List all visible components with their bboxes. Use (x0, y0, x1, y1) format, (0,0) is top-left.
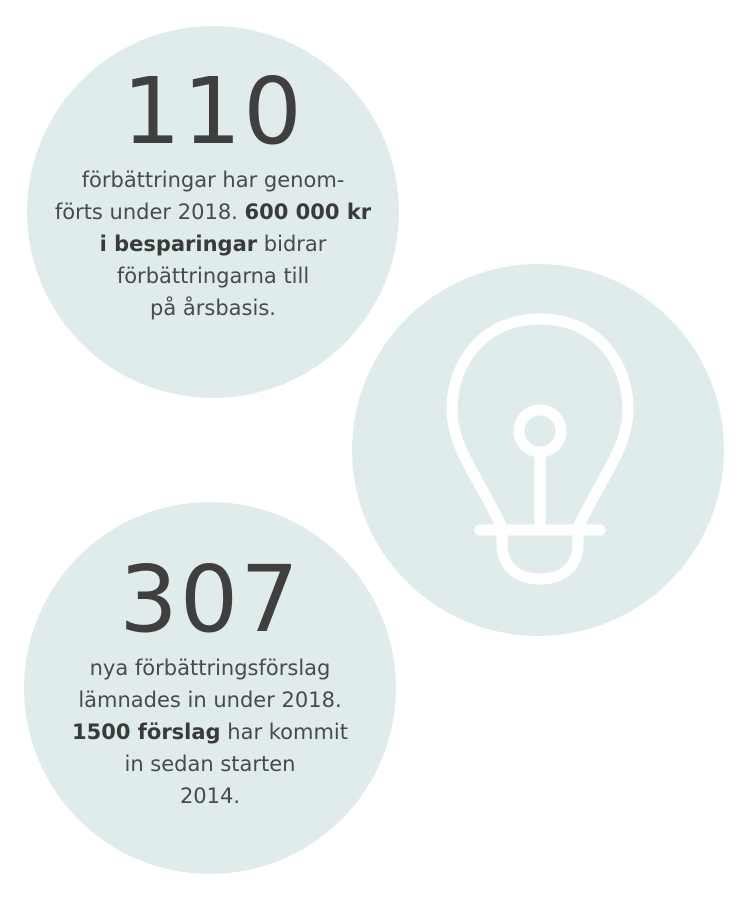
description-line (24, 652, 396, 684)
description-line (27, 292, 399, 324)
stat-number: 110 (122, 58, 304, 165)
body-text: på årsbasis. (150, 296, 276, 320)
body-text: 2014. (179, 784, 241, 808)
body-text: in sedan starten (124, 752, 296, 776)
description-line (24, 684, 396, 716)
stat-description (27, 164, 399, 324)
bulb-filament-ring (519, 410, 561, 452)
stat-block-improvements (27, 58, 399, 324)
body-text: lämnades in under 2018. (78, 688, 342, 712)
body-text: nya förbättringsförslag (89, 656, 331, 680)
lightbulb-icon (352, 264, 724, 636)
description-line (27, 260, 399, 292)
highlight-text: i besparingar (99, 232, 258, 256)
body-text: har kommit (220, 720, 348, 744)
stat-block-suggestions (24, 546, 396, 812)
body-text: bidrar (257, 232, 327, 256)
description-line (24, 780, 396, 812)
description-line (27, 228, 399, 260)
body-text: förts under 2018. (54, 200, 245, 224)
highlight-text: 600 000 kr (244, 200, 372, 224)
description-line (27, 164, 399, 196)
stat-number: 307 (119, 546, 301, 653)
description-line (24, 748, 396, 780)
stat-description (24, 652, 396, 812)
body-text: förbättringarna till (116, 264, 310, 288)
highlight-text: 1500 förslag (72, 720, 221, 744)
description-line (27, 196, 399, 228)
body-text: förbättringar har genom- (81, 168, 345, 192)
description-line (24, 716, 396, 748)
